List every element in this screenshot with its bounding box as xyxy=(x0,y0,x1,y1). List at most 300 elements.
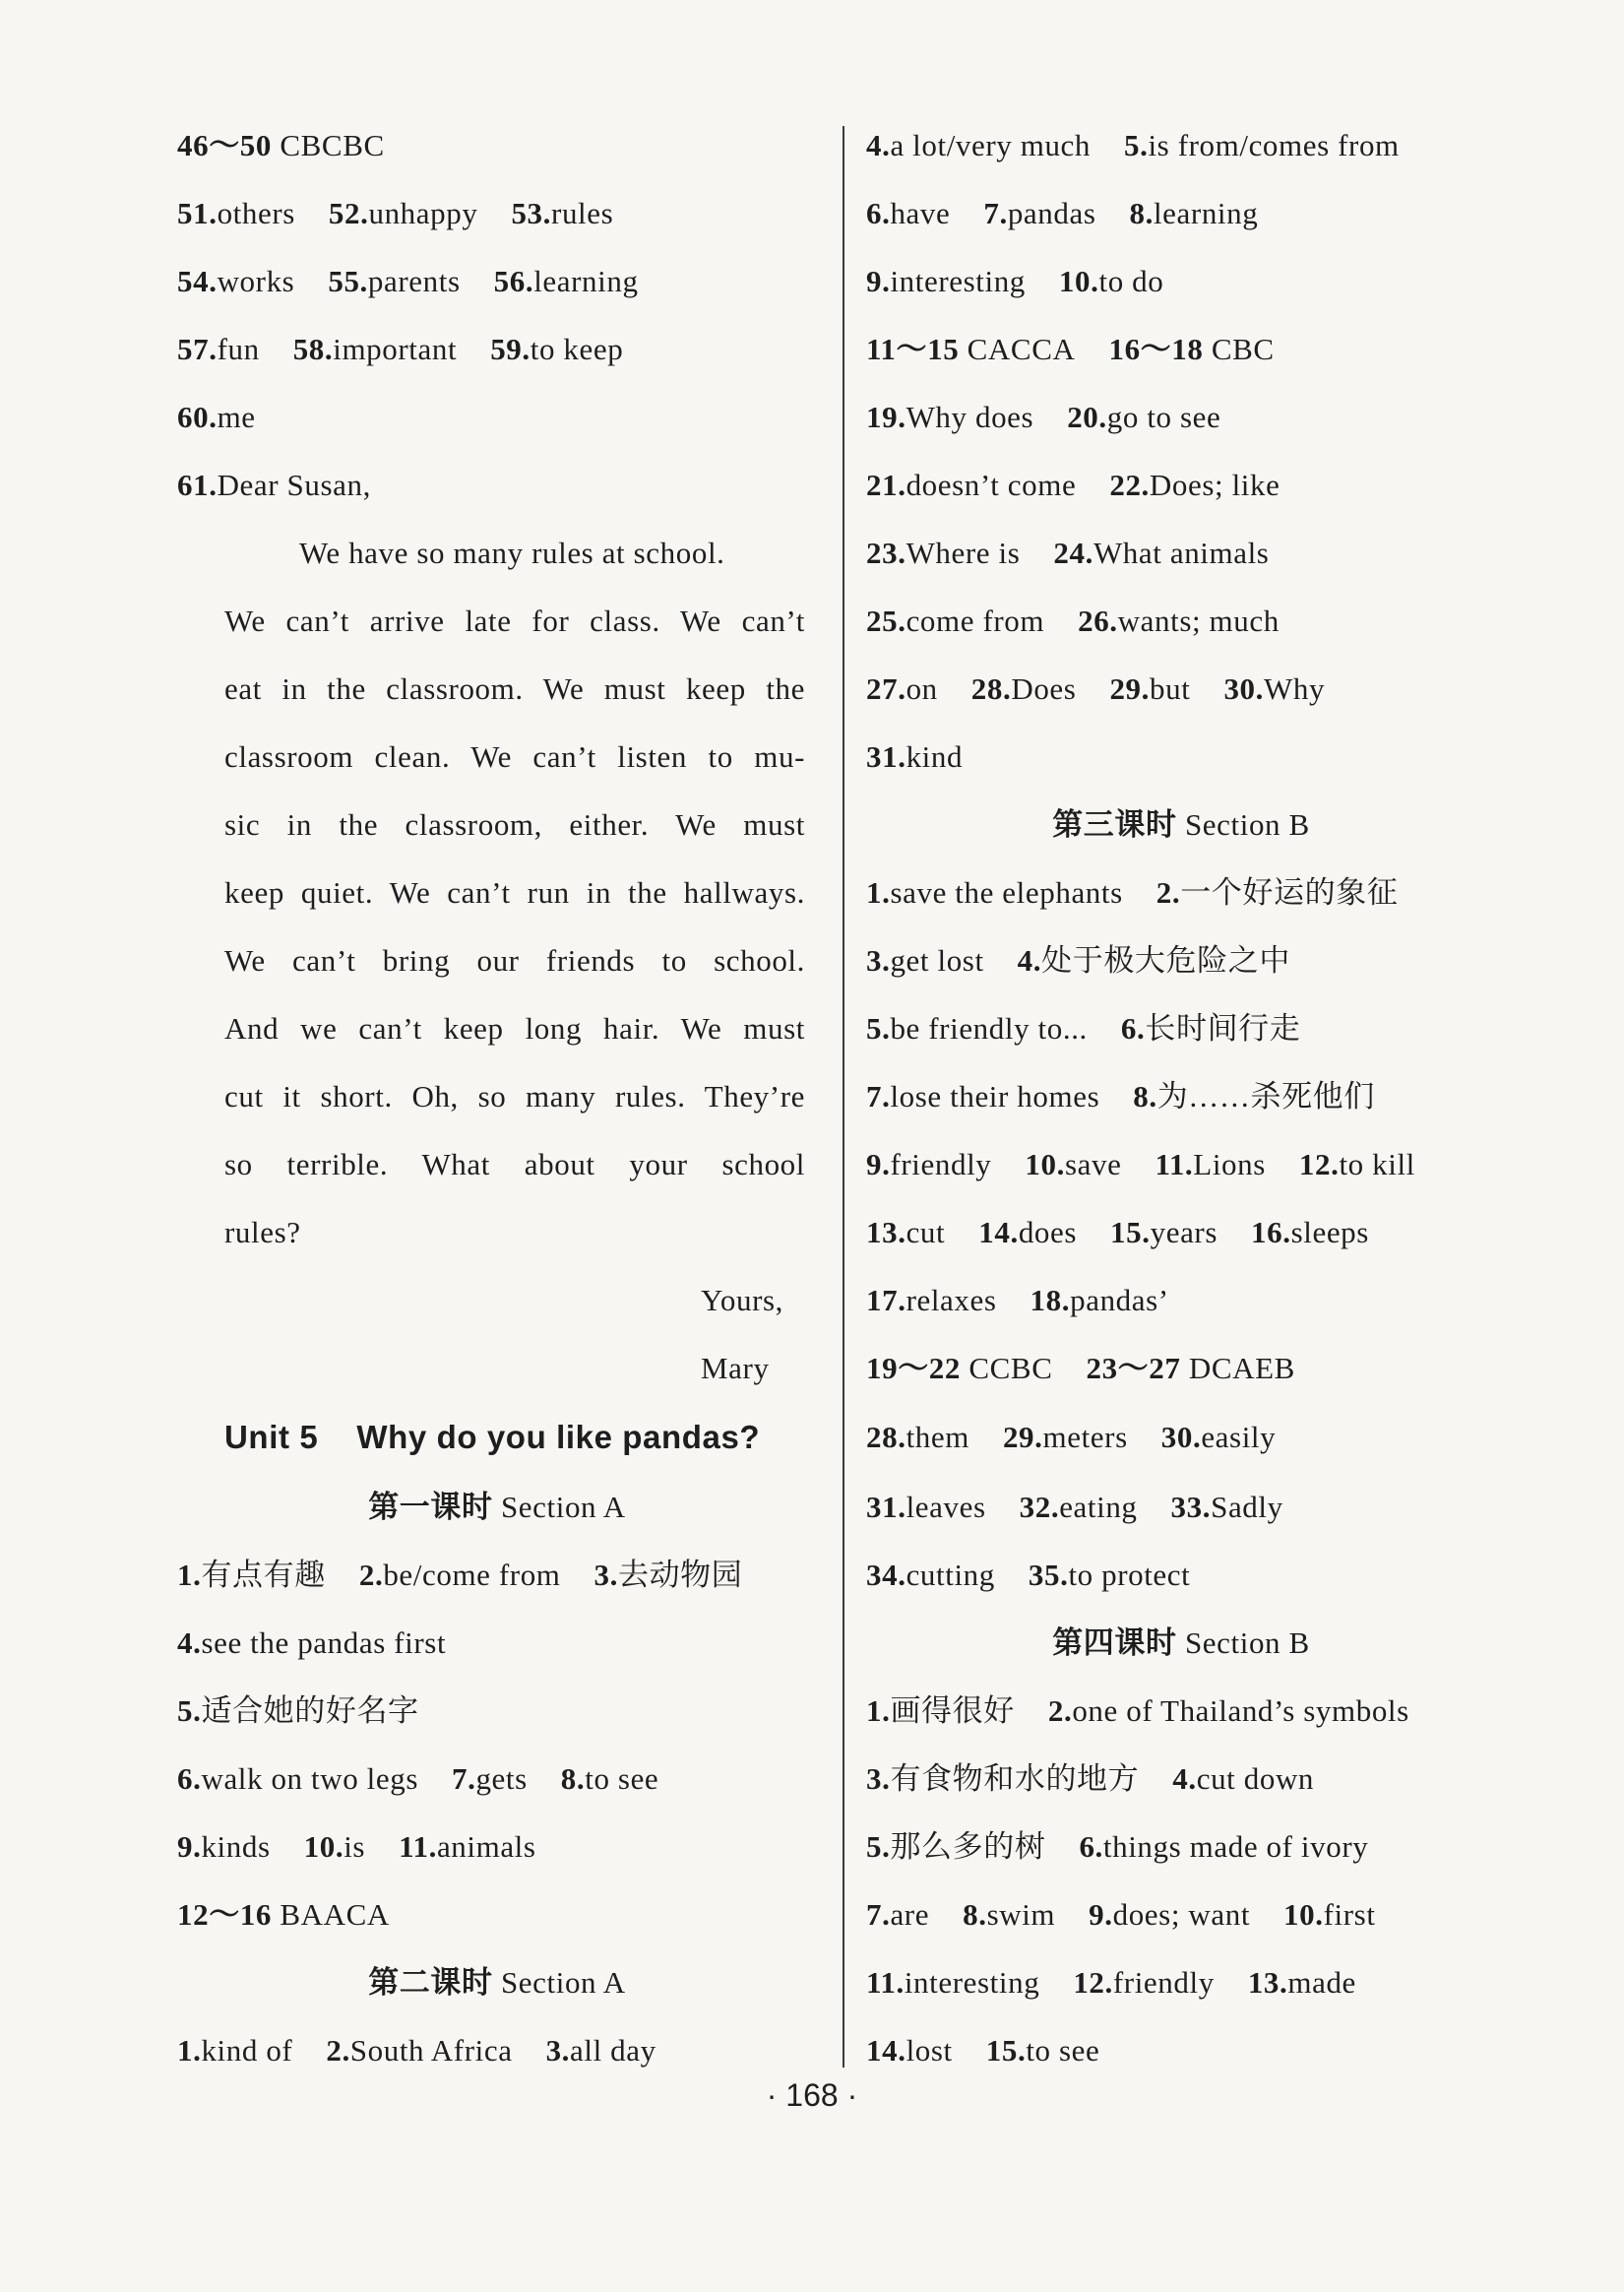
answer-line xyxy=(866,1556,1190,1595)
answer-line xyxy=(866,1759,1314,1799)
answer-number: 55. xyxy=(328,264,368,298)
answer-item xyxy=(866,1897,929,1932)
answer-item xyxy=(1018,943,1290,978)
answer-text: easily xyxy=(1201,1420,1277,1454)
answer-text: Sadly xyxy=(1211,1490,1283,1524)
answer-item xyxy=(511,196,613,230)
answer-item xyxy=(866,1283,997,1317)
answer-number: 10. xyxy=(1025,1147,1065,1181)
answer-line xyxy=(866,602,1280,641)
answer-line xyxy=(866,194,1258,233)
answer-number: 61. xyxy=(177,468,218,502)
answer-number: 15. xyxy=(1110,1215,1151,1249)
answer-item xyxy=(177,400,256,434)
letter-line: so terrible. What about your school xyxy=(224,1147,805,1181)
answer-item xyxy=(1161,1420,1276,1454)
answer-number: 54. xyxy=(177,264,218,298)
answer-text: relaxes xyxy=(906,1283,997,1317)
answer-text: walk on two legs xyxy=(201,1761,418,1796)
answer-text: be/come from xyxy=(383,1558,561,1592)
answer-number: 26. xyxy=(1078,604,1118,638)
answer-number: 7. xyxy=(452,1761,476,1796)
letter-line: rules? xyxy=(224,1215,301,1249)
answer-item xyxy=(1067,400,1220,434)
answer-text: to see xyxy=(1026,2033,1100,2068)
answer-number: 12. xyxy=(1073,1965,1113,2000)
letter-line: eat in the classroom. We must keep the xyxy=(224,671,805,706)
answer-item xyxy=(1079,1829,1368,1864)
answer-number: 30. xyxy=(1160,1420,1202,1454)
answer-text: does; want xyxy=(1112,1897,1251,1932)
answer-text: come from xyxy=(906,604,1045,638)
answer-item xyxy=(1171,1490,1283,1524)
answer-text: 画得很好 xyxy=(890,1693,1015,1728)
answer-item xyxy=(866,1420,969,1454)
letter-line: We have so many rules at school. xyxy=(299,536,725,570)
answer-item xyxy=(1172,1761,1314,1796)
answer-text: me xyxy=(217,400,256,434)
answer-text: swim xyxy=(986,1897,1056,1932)
answer-text: lost xyxy=(906,2033,953,2068)
answer-text: fun xyxy=(217,332,260,366)
answer-text: interesting xyxy=(904,1965,1040,2000)
answer-item xyxy=(866,1761,1139,1796)
answer-item xyxy=(1031,1283,1169,1317)
answer-number: 9. xyxy=(177,1829,202,1864)
answer-text: 为……杀死他们 xyxy=(1156,1079,1375,1114)
answer-number: 6. xyxy=(177,1761,202,1796)
answer-item xyxy=(1089,1897,1250,1932)
answer-item xyxy=(1078,604,1280,638)
answer-number: 9. xyxy=(866,1147,891,1181)
answer-line xyxy=(866,1349,1295,1388)
answer-item xyxy=(1130,196,1259,230)
answer-number: 19～22 xyxy=(866,1351,961,1385)
answer-number: 23～27 xyxy=(1086,1351,1181,1385)
answer-number: 30. xyxy=(1223,671,1264,706)
answer-number: 3. xyxy=(866,943,891,978)
answer-line xyxy=(866,941,1290,981)
answer-line xyxy=(177,398,256,437)
answer-text: 处于极大危险之中 xyxy=(1041,943,1290,978)
answer-item xyxy=(866,400,1033,434)
answer-item xyxy=(1155,1147,1265,1181)
answer-line xyxy=(177,1827,536,1867)
answer-number: 6. xyxy=(1120,1011,1146,1046)
answer-item xyxy=(963,1897,1055,1932)
answer-number: 34. xyxy=(866,1558,906,1592)
answer-text: get lost xyxy=(890,943,984,978)
answer-number: 6. xyxy=(1079,1829,1103,1864)
answer-number: 51. xyxy=(177,196,218,230)
answer-text: have xyxy=(890,196,951,230)
answer-item xyxy=(1223,671,1325,706)
answer-line xyxy=(177,1624,446,1663)
answer-item xyxy=(866,1215,945,1249)
answer-item xyxy=(1020,1490,1138,1524)
answer-item xyxy=(1133,1079,1375,1114)
letter-line: keep quiet. We can’t run in the hallways. xyxy=(224,875,805,910)
answer-number: 52. xyxy=(328,196,369,230)
answer-text: save xyxy=(1064,1147,1122,1181)
answer-number: 5. xyxy=(866,1829,891,1864)
answer-line xyxy=(866,1145,1415,1184)
answer-number: 12. xyxy=(1298,1147,1340,1181)
answer-item xyxy=(452,1761,528,1796)
answer-line xyxy=(177,1895,390,1935)
answer-number: 7. xyxy=(866,1897,891,1932)
answer-text: to see xyxy=(585,1761,659,1796)
answer-number: 9. xyxy=(1089,1897,1113,1932)
answer-line xyxy=(177,2031,656,2070)
answer-number: 23. xyxy=(866,536,906,570)
answer-number: 28. xyxy=(970,671,1012,706)
answer-line xyxy=(866,1281,1169,1320)
section-heading xyxy=(866,1624,1496,1663)
answer-item xyxy=(399,1829,535,1864)
answer-number: 35. xyxy=(1028,1558,1069,1592)
answer-text: them xyxy=(906,1420,969,1454)
answer-text: be friendly to... xyxy=(890,1011,1088,1046)
answer-item xyxy=(490,332,623,366)
answer-text: doesn’t come xyxy=(906,468,1077,502)
answer-text: What animals xyxy=(1093,536,1270,570)
letter-line: And we can’t keep long hair. We must xyxy=(224,1011,805,1046)
answer-text: all day xyxy=(570,2033,656,2068)
answer-number: 1. xyxy=(177,1558,202,1592)
answer-text: 那么多的树 xyxy=(890,1829,1046,1864)
answer-text: DCAEB xyxy=(1188,1351,1295,1385)
answer-number: 10. xyxy=(1058,264,1099,298)
answer-line xyxy=(866,466,1280,505)
unit-title: Unit 5 Why do you like pandas? xyxy=(224,1419,761,1455)
answer-item xyxy=(1121,1011,1300,1046)
answer-item xyxy=(177,1761,418,1796)
answer-text: to protect xyxy=(1068,1558,1191,1592)
answer-item xyxy=(546,2033,656,2068)
answer-item xyxy=(866,739,963,774)
answer-item xyxy=(1124,128,1400,162)
answer-text: go to see xyxy=(1106,400,1221,434)
answer-item xyxy=(293,332,458,366)
letter-signature: Mary xyxy=(701,1351,770,1385)
answer-text: wants; much xyxy=(1117,604,1280,638)
answer-number: 11～15 xyxy=(866,332,960,366)
answer-item xyxy=(494,264,639,298)
answer-item xyxy=(866,943,984,978)
answer-item xyxy=(1048,1693,1409,1728)
answer-text: is from/comes from xyxy=(1148,128,1400,162)
answer-line xyxy=(177,1556,742,1595)
answer-number: 6. xyxy=(866,196,891,230)
answer-item xyxy=(594,1558,743,1592)
answer-text: important xyxy=(333,332,458,366)
letter-line: classroom clean. We can’t listen to mu- xyxy=(224,739,805,774)
answer-line xyxy=(866,534,1269,573)
answer-item xyxy=(866,332,1075,366)
answer-text: parents xyxy=(367,264,461,298)
answer-number: 13. xyxy=(866,1215,906,1249)
answer-text: rules xyxy=(551,196,614,230)
answer-item xyxy=(359,1558,561,1592)
answer-text: friendly xyxy=(1112,1965,1215,2000)
answer-item xyxy=(1003,1420,1128,1454)
answer-number: 58. xyxy=(292,332,334,366)
section-heading-cn: 第四课时 xyxy=(1052,1625,1177,1660)
answer-item xyxy=(177,196,295,230)
answer-item xyxy=(986,2033,1100,2068)
answer-number: 11. xyxy=(1155,1147,1194,1181)
answer-item xyxy=(866,1829,1045,1864)
answer-text: 有食物和水的地方 xyxy=(890,1761,1140,1796)
answer-text: to do xyxy=(1098,264,1164,298)
answer-item xyxy=(866,1147,991,1181)
answer-text: 长时间行走 xyxy=(1145,1011,1301,1046)
section-heading-cn: 第三课时 xyxy=(1052,807,1177,842)
answer-text: CBC xyxy=(1211,332,1275,366)
answer-line xyxy=(866,2031,1099,2070)
answer-number: 5. xyxy=(1124,128,1149,162)
answer-text: kind of xyxy=(201,2033,293,2068)
answer-number: 4. xyxy=(1017,943,1042,978)
answer-text: 去动物园 xyxy=(617,1558,743,1592)
answer-line xyxy=(866,262,1163,301)
answer-item xyxy=(304,1829,365,1864)
answer-number: 57. xyxy=(177,332,218,366)
answer-text: friendly xyxy=(890,1147,992,1181)
answer-number: 20. xyxy=(1067,400,1107,434)
answer-text: sleeps xyxy=(1290,1215,1369,1249)
answer-line xyxy=(866,330,1275,369)
answer-text: gets xyxy=(475,1761,528,1796)
answer-line xyxy=(866,398,1220,437)
answer-number: 18. xyxy=(1030,1283,1071,1317)
answer-number: 7. xyxy=(866,1079,891,1114)
answer-item xyxy=(866,875,1123,910)
answer-item xyxy=(866,468,1076,502)
answer-item xyxy=(971,671,1077,706)
answer-item xyxy=(177,128,385,162)
answer-number: 1. xyxy=(177,2033,202,2068)
section-heading-en: Section B xyxy=(1184,1625,1310,1660)
answer-text: pandas’ xyxy=(1070,1283,1169,1317)
answer-number: 10. xyxy=(303,1829,344,1864)
answer-text: CACCA xyxy=(967,332,1076,366)
answer-item xyxy=(866,604,1044,638)
answer-line xyxy=(866,1009,1300,1049)
answer-number: 9. xyxy=(866,264,891,298)
answer-text: 适合她的好名字 xyxy=(201,1693,419,1728)
answer-item xyxy=(866,536,1020,570)
answer-number: 17. xyxy=(866,1283,906,1317)
answer-number: 29. xyxy=(1109,671,1151,706)
answer-item xyxy=(978,1215,1077,1249)
answer-item xyxy=(328,264,460,298)
answer-number: 1. xyxy=(866,875,891,910)
answer-item xyxy=(561,1761,659,1796)
answer-number: 56. xyxy=(493,264,534,298)
answer-item xyxy=(1059,264,1163,298)
answer-item xyxy=(177,1829,271,1864)
answer-number: 3. xyxy=(866,1761,891,1796)
answer-item xyxy=(866,1965,1039,2000)
answer-item xyxy=(866,2033,953,2068)
answer-number: 8. xyxy=(1133,1079,1157,1114)
answer-item xyxy=(326,2033,512,2068)
answer-number: 11. xyxy=(866,1965,905,2000)
section-heading-en: Section B xyxy=(1184,807,1310,842)
answer-text: CCBC xyxy=(968,1351,1053,1385)
answer-number: 60. xyxy=(177,400,218,434)
answer-line xyxy=(177,262,639,301)
answer-number: 25. xyxy=(866,604,906,638)
answer-text: save the elephants xyxy=(890,875,1123,910)
answer-text: Lions xyxy=(1193,1147,1266,1181)
answer-number: 13. xyxy=(1247,1965,1288,2000)
answer-text: works xyxy=(217,264,295,298)
answer-item xyxy=(866,1351,1052,1385)
answer-text: to kill xyxy=(1339,1147,1415,1181)
answer-line xyxy=(866,1963,1356,2003)
answer-text: are xyxy=(890,1897,930,1932)
answer-text: learning xyxy=(533,264,639,298)
answer-line xyxy=(177,1759,658,1799)
answer-number: 22. xyxy=(1109,468,1150,502)
answer-line xyxy=(866,737,963,777)
answer-text: South Africa xyxy=(349,2033,513,2068)
answer-number: 5. xyxy=(177,1693,202,1728)
answer-number: 5. xyxy=(866,1011,891,1046)
answer-item xyxy=(329,196,478,230)
answer-line xyxy=(866,1418,1276,1457)
answer-item xyxy=(866,1011,1088,1046)
answer-text: cut down xyxy=(1196,1761,1315,1796)
answer-text: a lot/very much xyxy=(890,128,1092,162)
answer-text: made xyxy=(1287,1965,1356,2000)
answer-number: 2. xyxy=(358,1558,384,1592)
answer-number: 4. xyxy=(1172,1761,1197,1796)
answer-item xyxy=(177,2033,292,2068)
answer-number: 19. xyxy=(866,400,906,434)
answer-number: 28. xyxy=(866,1420,906,1454)
answer-line xyxy=(177,1691,419,1731)
answer-item xyxy=(1025,1147,1121,1181)
answer-text: animals xyxy=(436,1829,536,1864)
answer-item xyxy=(1248,1965,1356,2000)
answer-number: 16. xyxy=(1251,1215,1291,1249)
answer-text: others xyxy=(217,196,295,230)
answer-line xyxy=(866,873,1398,913)
answer-item xyxy=(866,128,1091,162)
answer-text: lose their homes xyxy=(890,1079,1100,1114)
section-heading-cn: 第一课时 xyxy=(368,1490,493,1524)
answer-item xyxy=(177,1558,326,1592)
answer-number: 59. xyxy=(490,332,531,366)
answer-line xyxy=(866,1895,1376,1935)
answer-text: Where is xyxy=(906,536,1021,570)
answer-item xyxy=(1110,1215,1218,1249)
answer-item xyxy=(1251,1215,1369,1249)
section-heading xyxy=(177,1488,817,1527)
answer-line xyxy=(866,1691,1409,1731)
answer-item xyxy=(1109,468,1280,502)
section-heading-en: Section A xyxy=(500,1490,626,1524)
answer-number: 7. xyxy=(983,196,1008,230)
answer-line xyxy=(177,126,385,165)
answer-number: 2. xyxy=(1156,875,1181,910)
answer-number: 8. xyxy=(1129,196,1154,230)
answer-number: 27. xyxy=(866,671,906,706)
answer-number: 4. xyxy=(866,128,891,162)
answer-text: 有点有趣 xyxy=(201,1558,326,1592)
answer-text: cut xyxy=(906,1215,946,1249)
answer-text: one of Thailand’s symbols xyxy=(1072,1693,1409,1728)
letter-line: sic in the classroom, either. We must xyxy=(224,807,805,842)
answer-item xyxy=(1299,1147,1415,1181)
answer-line xyxy=(866,1077,1375,1116)
answer-item xyxy=(177,1897,390,1932)
answer-item xyxy=(866,196,950,230)
column-divider xyxy=(843,126,844,2068)
answer-number: 32. xyxy=(1019,1490,1060,1524)
answer-item xyxy=(1053,536,1269,570)
answer-number: 1. xyxy=(866,1693,891,1728)
answer-text: cutting xyxy=(906,1558,995,1592)
answer-item xyxy=(177,332,260,366)
answer-text: Does; like xyxy=(1149,468,1280,502)
answer-text: Does xyxy=(1011,671,1077,706)
answer-text: kind xyxy=(906,739,964,774)
answer-number: 12～16 xyxy=(177,1897,272,1932)
answer-line xyxy=(866,1213,1369,1252)
section-heading xyxy=(177,1963,817,2003)
answer-text: first xyxy=(1323,1897,1376,1932)
answer-text: unhappy xyxy=(368,196,478,230)
answer-number: 24. xyxy=(1053,536,1093,570)
answer-item xyxy=(177,1693,419,1728)
answer-text: eating xyxy=(1059,1490,1138,1524)
answer-text: Why does xyxy=(906,400,1034,434)
answer-line xyxy=(177,466,371,505)
answer-number: 16～18 xyxy=(1108,332,1204,366)
answer-number: 2. xyxy=(1047,1693,1073,1728)
answer-text: things made of ivory xyxy=(1102,1829,1369,1864)
answer-line xyxy=(177,194,613,233)
letter-line: We can’t bring our friends to school. xyxy=(224,943,805,978)
answer-item xyxy=(1156,875,1399,910)
answer-number: 8. xyxy=(560,1761,586,1796)
answer-item xyxy=(866,671,938,706)
answer-item xyxy=(866,1490,986,1524)
answer-number: 31. xyxy=(866,1490,906,1524)
answer-number: 29. xyxy=(1002,1420,1043,1454)
answer-text: CBCBC xyxy=(280,128,385,162)
answer-text: 一个好运的象征 xyxy=(1180,875,1399,910)
answer-number: 46～50 xyxy=(177,128,272,162)
letter-closing: Yours, xyxy=(701,1283,784,1317)
letter-line: We can’t arrive late for class. We can’t xyxy=(224,604,805,638)
answer-item xyxy=(866,264,1026,298)
answer-text: to keep xyxy=(530,332,624,366)
answer-text: Dear Susan, xyxy=(217,468,371,502)
letter-line: cut it short. Oh, so many rules. They’re xyxy=(224,1079,805,1114)
answer-number: 14. xyxy=(978,1215,1019,1249)
answer-item xyxy=(1283,1897,1376,1932)
answer-line xyxy=(177,330,623,369)
answer-line xyxy=(866,1827,1368,1867)
answer-number: 2. xyxy=(326,2033,350,2068)
answer-text: on xyxy=(906,671,938,706)
